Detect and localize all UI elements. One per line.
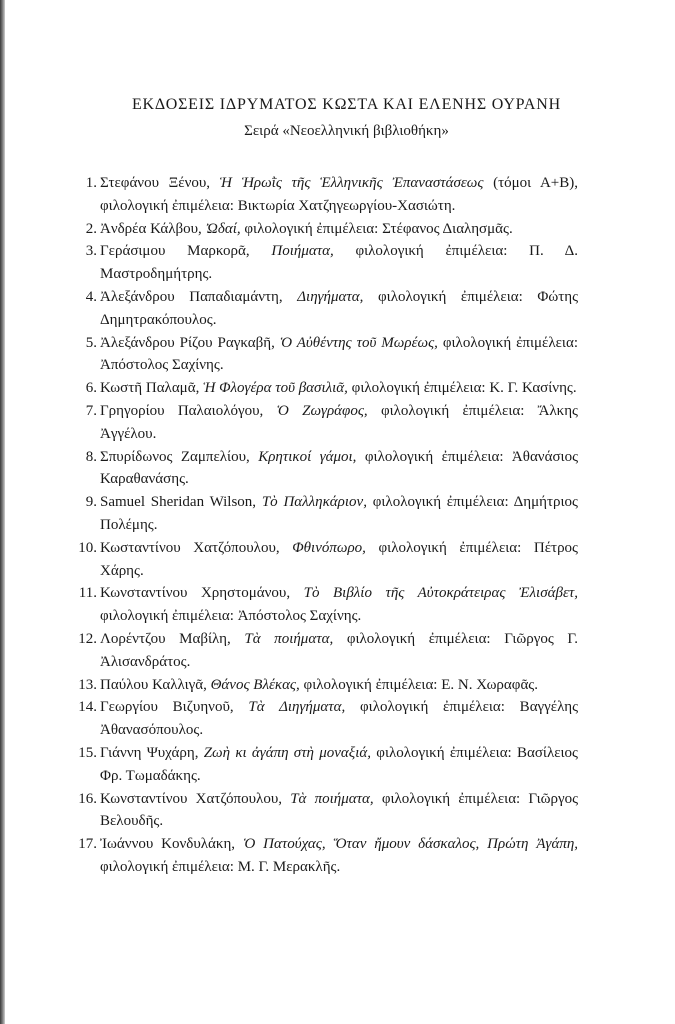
item-work-title: Ἡ Ἡρωῒς τῆς Ἑλληνικῆς Ἐπαναστάσεως <box>219 175 484 191</box>
item-work-title: Ὁ Πατούχας, Ὅταν ἤμουν δάσκαλος, Πρώτη Ἀγάπη, <box>242 836 579 853</box>
item-work-title: Τὸ Βιβλίο τῆς Αὐτοκράτειρας Ἐλισάβετ, <box>303 585 578 602</box>
item-author: Γεωργίου Βιζυηνοῦ, <box>100 699 234 716</box>
item-editor: φιλολογική ἐπιμέλεια: Ἀπόστολος Σαχίνης. <box>100 608 362 625</box>
item-number: 3. <box>85 243 97 260</box>
list-item <box>78 628 578 674</box>
item-work-title: Ζωὴ κι ἀγάπη στὴ μοναξιά, <box>203 744 372 761</box>
list-item <box>78 377 578 400</box>
item-author: Κωνσταντίνου Χρηστομάνου, <box>100 585 291 602</box>
item-number: 13. <box>78 676 97 693</box>
item-work-title: Ὠδαί, <box>205 220 241 237</box>
page-spine-edge <box>0 0 5 1024</box>
item-work-title: Τὰ ποιήματα, <box>290 790 374 807</box>
item-editor: φιλολογική ἐπιμέλεια: Ἀπόστολος Σαχίνης. <box>100 334 578 374</box>
item-author: Samuel Sheridan Wilson, <box>100 494 257 511</box>
book-list <box>78 172 578 879</box>
item-author: Γεράσιμου Μαρκορᾶ, <box>100 243 250 260</box>
item-author: Κωσταντίνου Χατζόπουλου, <box>100 539 280 556</box>
item-number: 10. <box>78 539 97 556</box>
item-editor: φιλολογική ἐπιμέλεια: Μ. Γ. Μερακλῆς. <box>100 858 341 875</box>
item-number: 2. <box>85 220 97 237</box>
item-editor: φιλολογική ἐπιμέλεια: Δημήτριος Πολέμης. <box>100 494 579 533</box>
item-number: 8. <box>85 448 97 465</box>
item-number: 16. <box>78 790 97 807</box>
item-number: 6. <box>85 380 97 397</box>
item-number: 4. <box>85 288 97 305</box>
publisher-title: ΕΚΔΟΣΕΙΣ ΙΔΡΥΜΑΤΟΣ ΚΩΣΤΑ ΚΑΙ ΕΛΕΝΗΣ ΟΥΡΑΝΗ <box>131 96 561 113</box>
series-title: Σειρά «Νεοελληνική βιβλιοθήκη» <box>244 123 449 139</box>
item-author: Σπυρίδωνος Ζαμπελίου, <box>100 448 250 465</box>
list-item <box>78 240 578 286</box>
list-item <box>78 332 578 378</box>
list-item <box>78 582 578 628</box>
list-item <box>78 400 578 446</box>
item-author: Ἀλεξάνδρου Ρίζου Ραγκαβῆ, <box>100 334 275 351</box>
item-editor: φιλολογική ἐπιμέλεια: Ἀθανάσιος Καραθανάσης. <box>100 448 579 488</box>
item-editor: φιλολογική ἐπιμέλεια: Ε. Ν. Χωραφᾶς. <box>303 676 538 693</box>
item-editor: φιλολογική ἐπιμέλεια: Στέφανος Διαλησμᾶς. <box>244 220 513 237</box>
item-work-title: Ὁ Ζωγράφος, <box>276 402 368 419</box>
item-work-title: Θάνος Βλέκας, <box>210 676 300 693</box>
item-editor: φιλολογική ἐπιμέλεια: Φώτης Δημητρακόπουλος. <box>100 288 579 328</box>
item-number: 14. <box>78 699 97 716</box>
item-number: 1. <box>85 175 97 191</box>
item-editor: φιλολογική ἐπιμέλεια: Π. Δ. Μαστροδημήτρης. <box>100 243 579 283</box>
item-number: 9. <box>85 494 97 511</box>
item-author: Κωνσταντίνου Χατζόπουλου, <box>100 790 282 807</box>
item-author: Ἀνδρέα Κάλβου, <box>100 220 202 237</box>
item-author: Κωστῆ Παλαμᾶ, <box>100 380 200 397</box>
item-editor: φιλολογική ἐπιμέλεια: Κ. Γ. Κασίνης. <box>351 380 577 397</box>
item-editor: φιλολογική ἐπιμέλεια: Πέτρος Χάρης. <box>100 539 579 579</box>
item-author: Ἰωάννου Κονδυλάκη, <box>100 836 236 853</box>
item-number: 5. <box>85 334 97 351</box>
list-item <box>78 696 578 742</box>
item-work-title: Κρητικοί γάμοι, <box>258 448 357 465</box>
list-item <box>78 218 578 241</box>
item-editor: φιλολογική ἐπιμέλεια: Ἄλκης Ἀγγέλου. <box>100 402 579 442</box>
item-author: Ἀλεξάνδρου Παπαδιαμάντη, <box>100 288 283 305</box>
item-work-title: Τὸ Παλληκάριον, <box>261 494 367 511</box>
item-work-title: Τὰ ποιήματα, <box>244 630 334 647</box>
item-author: Γρηγορίου Παλαιολόγου, <box>100 402 264 419</box>
item-author: Λορέντζου Μαβίλη, <box>100 630 231 647</box>
item-editor: (τόμοι Α+Β), φιλολογική ἐπιμέλεια: Βικτωρία Χατζηγεωργίου-Χασιώτη. <box>100 175 579 214</box>
list-item <box>78 446 578 492</box>
item-editor: φιλολογική ἐπιμέλεια: Βαγγέλης Ἀθανασόπουλος. <box>100 699 579 739</box>
list-item <box>78 172 578 218</box>
list-item <box>78 674 578 697</box>
item-number: 11. <box>78 585 97 602</box>
item-work-title: Διηγήματα, <box>297 288 364 305</box>
list-item <box>78 788 578 834</box>
item-editor: φιλολογική ἐπιμέλεια: Γιῶργος Βελουδῆς. <box>100 790 579 830</box>
item-author: Παύλου Καλλιγᾶ, <box>100 676 207 693</box>
item-author: Γιάννη Ψυχάρη, <box>100 744 199 761</box>
item-author: Στεφάνου Ξένου, <box>100 175 211 191</box>
item-number: 15. <box>78 744 97 761</box>
item-number: 7. <box>85 402 97 419</box>
item-work-title: Τὰ Διηγήματα, <box>248 699 346 716</box>
list-item <box>78 742 578 788</box>
list-item <box>78 537 578 583</box>
list-item <box>78 833 578 879</box>
item-editor: φιλολογική ἐπιμέλεια: Βασίλειος Φρ. Τωμαδάκης. <box>100 744 578 784</box>
item-editor: φιλολογική ἐπιμέλεια: Γιῶργος Γ. Ἀλισανδράτος. <box>100 630 579 670</box>
item-work-title: Ποιήματα, <box>271 243 334 260</box>
item-number: 12. <box>78 630 97 647</box>
item-work-title: Φθινόπωρο, <box>292 539 366 556</box>
list-item <box>78 491 578 537</box>
page-header <box>0 95 675 141</box>
item-work-title: Ἡ Φλογέρα τοῦ βασιλιᾶ, <box>203 380 348 397</box>
item-number: 17. <box>78 836 97 853</box>
item-work-title: Ὁ Αὐθέντης τοῦ Μωρέως, <box>279 334 438 351</box>
list-item <box>78 286 578 332</box>
